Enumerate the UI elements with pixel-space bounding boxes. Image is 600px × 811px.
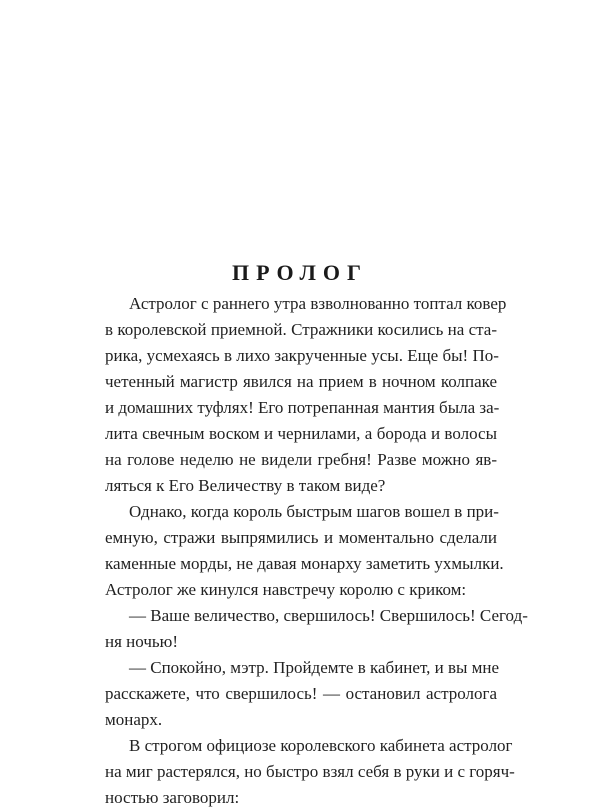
text-line: и домашних туфлях! Его потрепанная мантия была за-	[105, 398, 500, 417]
text-line: — Спокойно, мэтр. Пройдемте в кабинет, и вы мне	[129, 658, 500, 677]
text-line: лита свечным воском и чернилами, а борода и волосы	[105, 424, 497, 443]
text-line: ня ночью!	[105, 632, 178, 651]
text-line: монарх.	[105, 710, 163, 729]
text-line: Астролог с раннего утра взволнованно топтал ковер	[129, 294, 507, 313]
text-line: рика, усмехаясь в лихо закрученные усы. Еще бы! По-	[105, 346, 499, 365]
text-line: Астролог же кинулся навстречу королю с криком:	[105, 580, 467, 599]
body-text	[105, 291, 528, 811]
text-line: емную, стражи выпрямились и моментально сделали	[105, 528, 497, 547]
text-line: каменные морды, не давая монарху заметить ухмылки.	[105, 554, 504, 573]
chapter-title: ПРОЛОГ	[232, 260, 368, 285]
text-line: четенный магистр явился на прием в ночном колпаке	[105, 372, 497, 391]
text-line: — Ваше величество, свершилось! Свершилось! Сегод-	[129, 606, 528, 625]
text-line: ляться к Его Величеству в таком виде?	[105, 476, 386, 495]
text-line: ностью заговорил:	[105, 788, 240, 807]
text-line: В строгом официозе королевского кабинета астролог	[129, 736, 513, 755]
text-line: на голове неделю не видели гребня! Разве можно яв-	[105, 450, 497, 469]
text-line: в королевской приемной. Стражники косились на ста-	[105, 320, 497, 339]
text-line: на миг растерялся, но быстро взял себя в руки и с горяч-	[105, 762, 515, 781]
text-line: Однако, когда король быстрым шагов вошел в при-	[129, 502, 499, 521]
text-line: расскажете, что свершилось! — остановил астролога	[105, 684, 497, 703]
